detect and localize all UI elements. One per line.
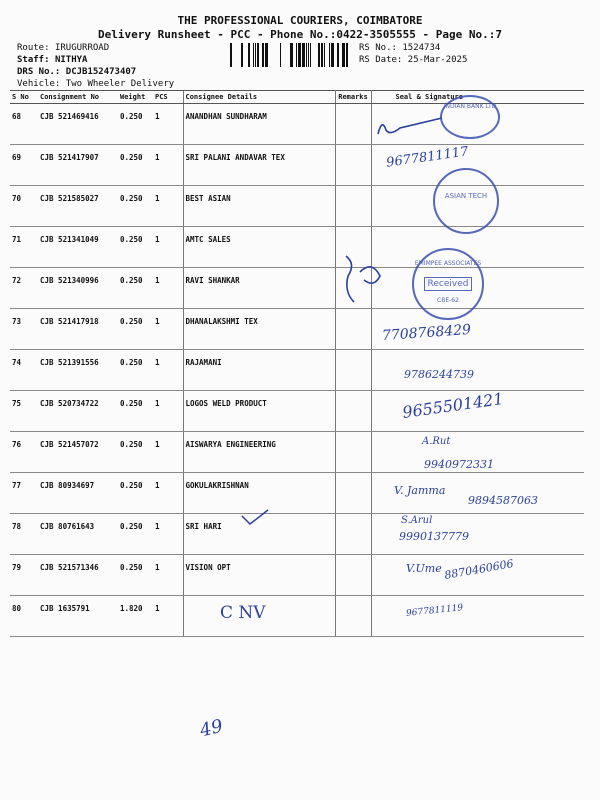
cell-consignment: CJB 521585027 bbox=[38, 186, 118, 227]
table-row bbox=[10, 473, 584, 514]
col-signature: Seal & Signature bbox=[371, 91, 584, 104]
cell-pcs: 1 bbox=[153, 227, 183, 268]
drs-value: DCJB152473407 bbox=[65, 67, 137, 77]
cell-pcs: 1 bbox=[153, 350, 183, 391]
cell-pcs: 1 bbox=[153, 268, 183, 309]
staff-value: NITHYA bbox=[54, 55, 88, 65]
cell-consignment: CJB 520734722 bbox=[38, 391, 118, 432]
table-row bbox=[10, 268, 584, 309]
cell-pcs: 1 bbox=[153, 596, 183, 637]
cell-consignment: CJB 521571346 bbox=[38, 555, 118, 596]
rs-no-value: 1524734 bbox=[402, 43, 441, 53]
cell-consignee: VISION OPT bbox=[183, 555, 335, 596]
page-subtitle: Delivery Runsheet - PCC - Phone No.:0422-3505555 - Page No.:7 bbox=[98, 28, 502, 41]
cell-consignment: CJB 1635791 bbox=[38, 596, 118, 637]
cell-consignment: CJB 80934697 bbox=[38, 473, 118, 514]
cell-sno: 76 bbox=[10, 432, 38, 473]
cell-weight: 1.820 bbox=[118, 596, 153, 637]
cell-consignee: ANANDHAN SUNDHARAM bbox=[183, 104, 335, 145]
cell-sno: 70 bbox=[10, 186, 38, 227]
cell-remarks bbox=[335, 145, 371, 186]
cell-signature bbox=[371, 596, 584, 637]
cell-remarks bbox=[335, 432, 371, 473]
cell-weight: 0.250 bbox=[118, 227, 153, 268]
cell-pcs: 1 bbox=[153, 473, 183, 514]
cell-signature bbox=[371, 350, 584, 391]
handwriting-77a: V. Jamma bbox=[394, 484, 446, 497]
col-pcs: PCS bbox=[153, 91, 183, 104]
table-row bbox=[10, 514, 584, 555]
cell-consignment: CJB 521340996 bbox=[38, 268, 118, 309]
cell-consignee: RAJAMANI bbox=[183, 350, 335, 391]
table-row bbox=[10, 350, 584, 391]
cell-consignment: CJB 521341049 bbox=[38, 227, 118, 268]
handwriting-76a: A.Rut bbox=[422, 436, 451, 447]
cell-sno: 74 bbox=[10, 350, 38, 391]
handwriting-69: 9677811117 bbox=[385, 144, 470, 171]
route-value: IRUGURROAD bbox=[54, 43, 110, 53]
cell-weight: 0.250 bbox=[118, 432, 153, 473]
cell-consignee: AISWARYA ENGINEERING bbox=[183, 432, 335, 473]
cell-sno: 75 bbox=[10, 391, 38, 432]
col-sno: S No bbox=[10, 91, 38, 104]
cell-sno: 69 bbox=[10, 145, 38, 186]
cell-sno: 71 bbox=[10, 227, 38, 268]
cell-weight: 0.250 bbox=[118, 186, 153, 227]
cell-remarks bbox=[335, 309, 371, 350]
cell-remarks bbox=[335, 473, 371, 514]
cell-sno: 72 bbox=[10, 268, 38, 309]
cell-pcs: 1 bbox=[153, 432, 183, 473]
drs-line: DRS No.: DCJB152473407 bbox=[17, 67, 137, 77]
runsheet-table bbox=[10, 90, 584, 637]
cell-weight: 0.250 bbox=[118, 350, 153, 391]
cell-consignment: CJB 521469416 bbox=[38, 104, 118, 145]
cell-weight: 0.250 bbox=[118, 514, 153, 555]
cell-remarks bbox=[335, 514, 371, 555]
cell-weight: 0.250 bbox=[118, 391, 153, 432]
cell-sno: 80 bbox=[10, 596, 38, 637]
check-mark bbox=[236, 506, 272, 528]
table-row bbox=[10, 227, 584, 268]
cell-sno: 68 bbox=[10, 104, 38, 145]
cell-weight: 0.250 bbox=[118, 309, 153, 350]
cell-weight: 0.250 bbox=[118, 268, 153, 309]
table-header-row bbox=[10, 91, 584, 104]
cell-pcs: 1 bbox=[153, 391, 183, 432]
cell-weight: 0.250 bbox=[118, 104, 153, 145]
cell-weight: 0.250 bbox=[118, 555, 153, 596]
stamp-bank: INDIAN BANK LTD bbox=[440, 95, 500, 139]
cell-consignment: CJB 80761643 bbox=[38, 514, 118, 555]
rs-date-line: RS Date: 25-Mar-2025 bbox=[359, 55, 468, 65]
cell-pcs: 1 bbox=[153, 309, 183, 350]
page-title: THE PROFESSIONAL COURIERS, COIMBATORE bbox=[177, 14, 423, 27]
handwriting-77b: 9894587063 bbox=[468, 494, 538, 507]
col-weight: Weight bbox=[118, 91, 153, 104]
stamp-received: Received bbox=[424, 277, 473, 291]
stamp-emimpee: EMIMPEE ASSOCIATES Received CBE-62 bbox=[412, 248, 484, 320]
barcode bbox=[230, 43, 355, 67]
stamp-asian: ASIAN TECH bbox=[433, 168, 499, 234]
cell-pcs: 1 bbox=[153, 555, 183, 596]
cell-pcs: 1 bbox=[153, 186, 183, 227]
cell-consignment: CJB 521417918 bbox=[38, 309, 118, 350]
cell-consignment: CJB 521457072 bbox=[38, 432, 118, 473]
cell-consignee: BEST ASIAN bbox=[183, 186, 335, 227]
staff-line: Staff: NITHYA bbox=[17, 55, 88, 65]
vehicle-line: Vehicle: Two Wheeler Delivery bbox=[17, 79, 175, 89]
vehicle-value: Two Wheeler Delivery bbox=[65, 79, 175, 89]
handwriting-73: 7708768429 bbox=[381, 321, 472, 345]
cell-pcs: 1 bbox=[153, 104, 183, 145]
rs-no-line: RS No.: 1524734 bbox=[359, 43, 441, 53]
handwriting-79a: V.Ume bbox=[406, 562, 442, 575]
cell-sno: 79 bbox=[10, 555, 38, 596]
cell-consignee: SRI HARI bbox=[183, 514, 335, 555]
cell-pcs: 1 bbox=[153, 145, 183, 186]
table-row bbox=[10, 309, 584, 350]
handwriting-79b: 8870460606 bbox=[443, 557, 515, 582]
cell-consignment: CJB 521417907 bbox=[38, 145, 118, 186]
cell-remarks bbox=[335, 596, 371, 637]
handwriting-cnv: C NV bbox=[220, 603, 266, 623]
rs-date-value: 25-Mar-2025 bbox=[407, 55, 468, 65]
cell-remarks bbox=[335, 104, 371, 145]
signature-72 bbox=[340, 246, 390, 306]
table-row bbox=[10, 596, 584, 637]
handwriting-76b: 9940972331 bbox=[424, 458, 494, 471]
signature-68 bbox=[370, 112, 450, 140]
cell-sno: 78 bbox=[10, 514, 38, 555]
handwriting-75: 9655501421 bbox=[401, 389, 505, 422]
table-row bbox=[10, 145, 584, 186]
cell-pcs: 1 bbox=[153, 514, 183, 555]
cell-consignee: AMTC SALES bbox=[183, 227, 335, 268]
table-row bbox=[10, 432, 584, 473]
cell-remarks bbox=[335, 350, 371, 391]
route-line: Route: IRUGURROAD bbox=[17, 43, 110, 53]
cell-sno: 73 bbox=[10, 309, 38, 350]
handwriting-74: 9786244739 bbox=[404, 368, 474, 381]
cell-consignee: LOGOS WELD PRODUCT bbox=[183, 391, 335, 432]
handwriting-80: 9677811119 bbox=[405, 603, 464, 619]
cell-sno: 77 bbox=[10, 473, 38, 514]
cell-weight: 0.250 bbox=[118, 145, 153, 186]
cell-remarks bbox=[335, 391, 371, 432]
cell-weight: 0.250 bbox=[118, 473, 153, 514]
handwriting-78b: 9990137779 bbox=[399, 530, 469, 543]
cell-remarks bbox=[335, 555, 371, 596]
handwriting-bottom: 49 bbox=[197, 715, 226, 742]
cell-remarks bbox=[335, 186, 371, 227]
col-consignee: Consignee Details bbox=[183, 91, 335, 104]
cell-consignment: CJB 521391556 bbox=[38, 350, 118, 391]
cell-consignee: SRI PALANI ANDAVAR TEX bbox=[183, 145, 335, 186]
cell-consignee: GOKULAKRISHNAN bbox=[183, 473, 335, 514]
col-remarks: Remarks bbox=[335, 91, 371, 104]
handwriting-78a: S.Arul bbox=[401, 515, 433, 526]
cell-consignee: RAVI SHANKAR bbox=[183, 268, 335, 309]
col-consignment: Consignment No bbox=[38, 91, 118, 104]
cell-consignee: DHANALAKSHMI TEX bbox=[183, 309, 335, 350]
